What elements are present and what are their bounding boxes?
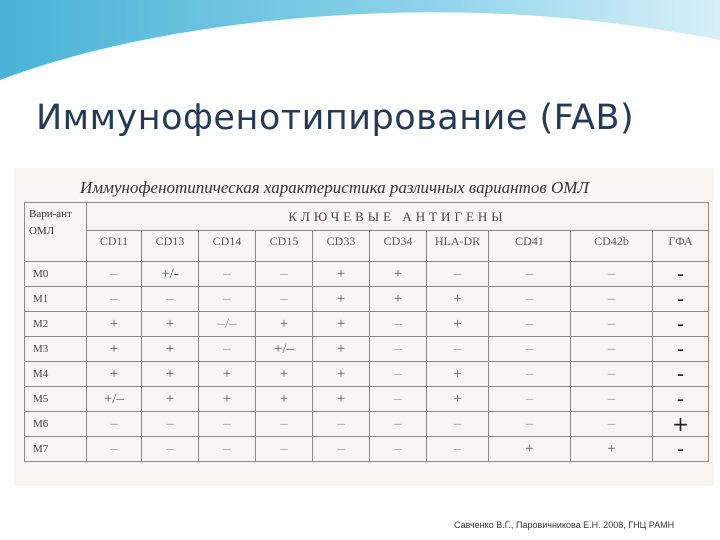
antigen-value: – bbox=[256, 412, 313, 437]
antigen-value: + bbox=[427, 312, 489, 337]
marker-header: CD11 bbox=[87, 231, 142, 262]
antigen-value: + bbox=[256, 362, 313, 387]
antigen-value: – bbox=[370, 362, 427, 387]
variant-label: M6 bbox=[25, 412, 87, 437]
antigen-value: + bbox=[313, 262, 370, 287]
marker-header: HLA-DR bbox=[427, 231, 489, 262]
antigen-value: – bbox=[370, 387, 427, 412]
antigen-value: – bbox=[370, 337, 427, 362]
gfa-value: - bbox=[653, 262, 709, 287]
marker-header: CD41 bbox=[489, 231, 571, 262]
antigen-value: + bbox=[370, 287, 427, 312]
antigen-value: – bbox=[87, 262, 142, 287]
antigen-value: + bbox=[313, 312, 370, 337]
antigen-value: +/– bbox=[256, 337, 313, 362]
antigen-value: – bbox=[370, 437, 427, 462]
table-caption: Иммунофенотипическая характеристика различных вариантов ОМЛ bbox=[80, 178, 589, 197]
antigen-value: + bbox=[87, 337, 142, 362]
antigen-value: + bbox=[142, 387, 199, 412]
antigen-value: + bbox=[142, 312, 199, 337]
antigen-value: – bbox=[313, 412, 370, 437]
antigen-value: + bbox=[199, 387, 256, 412]
antigen-value: – bbox=[489, 287, 571, 312]
antigen-value: – bbox=[370, 312, 427, 337]
antigen-value: – bbox=[142, 437, 199, 462]
gfa-value: - bbox=[653, 362, 709, 387]
antigen-value: + bbox=[199, 362, 256, 387]
gfa-value: - bbox=[653, 287, 709, 312]
antigen-value: + bbox=[370, 262, 427, 287]
antigen-value: – bbox=[313, 437, 370, 462]
antigen-value: + bbox=[313, 362, 370, 387]
antigen-value: – bbox=[256, 262, 313, 287]
antigen-value: – bbox=[489, 362, 571, 387]
antigen-value: – bbox=[87, 412, 142, 437]
antigen-value: – bbox=[489, 262, 571, 287]
antigen-value: – bbox=[571, 337, 653, 362]
table-row bbox=[25, 287, 709, 312]
antigen-value: + bbox=[256, 312, 313, 337]
antigen-value: – bbox=[489, 312, 571, 337]
variant-label: M2 bbox=[25, 312, 87, 337]
antigen-value: + bbox=[313, 287, 370, 312]
table-row bbox=[25, 362, 709, 387]
source-credit: Савченко В.Г., Паровичникова Е.Н. 2008, ГНЦ РАМН bbox=[454, 520, 675, 530]
antigen-value: + bbox=[87, 312, 142, 337]
marker-header: CD34 bbox=[370, 231, 427, 262]
antigen-value: – bbox=[256, 287, 313, 312]
antigen-value: – bbox=[571, 412, 653, 437]
antigen-value: – bbox=[571, 262, 653, 287]
antigen-value: – bbox=[571, 312, 653, 337]
marker-header: CD13 bbox=[142, 231, 199, 262]
gfa-value: - bbox=[653, 312, 709, 337]
antigen-value: – bbox=[370, 412, 427, 437]
gfa-value: - bbox=[653, 387, 709, 412]
table-row bbox=[25, 312, 709, 337]
antigen-value: + bbox=[427, 287, 489, 312]
antigen-value: – bbox=[489, 337, 571, 362]
table-row bbox=[25, 387, 709, 412]
antigen-value: – bbox=[199, 412, 256, 437]
antigen-value: –/– bbox=[199, 312, 256, 337]
antigen-value: – bbox=[142, 412, 199, 437]
gfa-value: - bbox=[653, 337, 709, 362]
table-row bbox=[25, 437, 709, 462]
antigen-value: – bbox=[427, 337, 489, 362]
antigen-value: – bbox=[199, 262, 256, 287]
page-title: Иммунофенотипирование (FAB) bbox=[36, 98, 635, 138]
antigen-value: +/- bbox=[142, 262, 199, 287]
antigen-value: – bbox=[571, 387, 653, 412]
variant-label: M3 bbox=[25, 337, 87, 362]
marker-header: ГФА bbox=[653, 231, 709, 262]
antigen-value: – bbox=[489, 412, 571, 437]
antigen-value: + bbox=[142, 337, 199, 362]
antigen-value: – bbox=[427, 437, 489, 462]
table-row bbox=[25, 262, 709, 287]
table-row bbox=[25, 412, 709, 437]
antigen-value: + bbox=[87, 362, 142, 387]
marker-header: CD33 bbox=[313, 231, 370, 262]
antigen-value: – bbox=[427, 412, 489, 437]
antigen-value: – bbox=[142, 287, 199, 312]
antigen-value: – bbox=[489, 387, 571, 412]
gfa-value: + bbox=[653, 412, 709, 437]
variant-label: M7 bbox=[25, 437, 87, 462]
antigen-value: – bbox=[256, 437, 313, 462]
antigen-value: – bbox=[571, 362, 653, 387]
antigen-value: + bbox=[142, 362, 199, 387]
antigen-value: + bbox=[313, 387, 370, 412]
antigen-value: +/– bbox=[87, 387, 142, 412]
antigen-value: + bbox=[489, 437, 571, 462]
antigen-value: – bbox=[199, 337, 256, 362]
antigen-value: + bbox=[313, 337, 370, 362]
antigen-value: + bbox=[427, 387, 489, 412]
antigen-value: – bbox=[571, 287, 653, 312]
antigen-value: – bbox=[87, 287, 142, 312]
marker-header: CD15 bbox=[256, 231, 313, 262]
gfa-value: - bbox=[653, 437, 709, 462]
table-row bbox=[25, 337, 709, 362]
marker-header: CD42b bbox=[571, 231, 653, 262]
antigen-value: + bbox=[427, 362, 489, 387]
antigen-table bbox=[24, 202, 709, 462]
variant-label: M0 bbox=[25, 262, 87, 287]
variant-label: M4 bbox=[25, 362, 87, 387]
header-swoosh bbox=[0, 0, 720, 90]
antigen-value: + bbox=[256, 387, 313, 412]
antigen-value: – bbox=[199, 287, 256, 312]
variant-column-header: Вари-ант ОМЛ bbox=[25, 203, 87, 262]
variant-label: M5 bbox=[25, 387, 87, 412]
table-scan bbox=[14, 168, 714, 486]
antigen-value: – bbox=[87, 437, 142, 462]
key-antigens-header: КЛЮЧЕВЫЕ АНТИГЕНЫ bbox=[87, 203, 709, 231]
marker-header: CD14 bbox=[199, 231, 256, 262]
antigen-value: – bbox=[199, 437, 256, 462]
antigen-value: + bbox=[571, 437, 653, 462]
antigen-value: – bbox=[427, 262, 489, 287]
variant-label: M1 bbox=[25, 287, 87, 312]
